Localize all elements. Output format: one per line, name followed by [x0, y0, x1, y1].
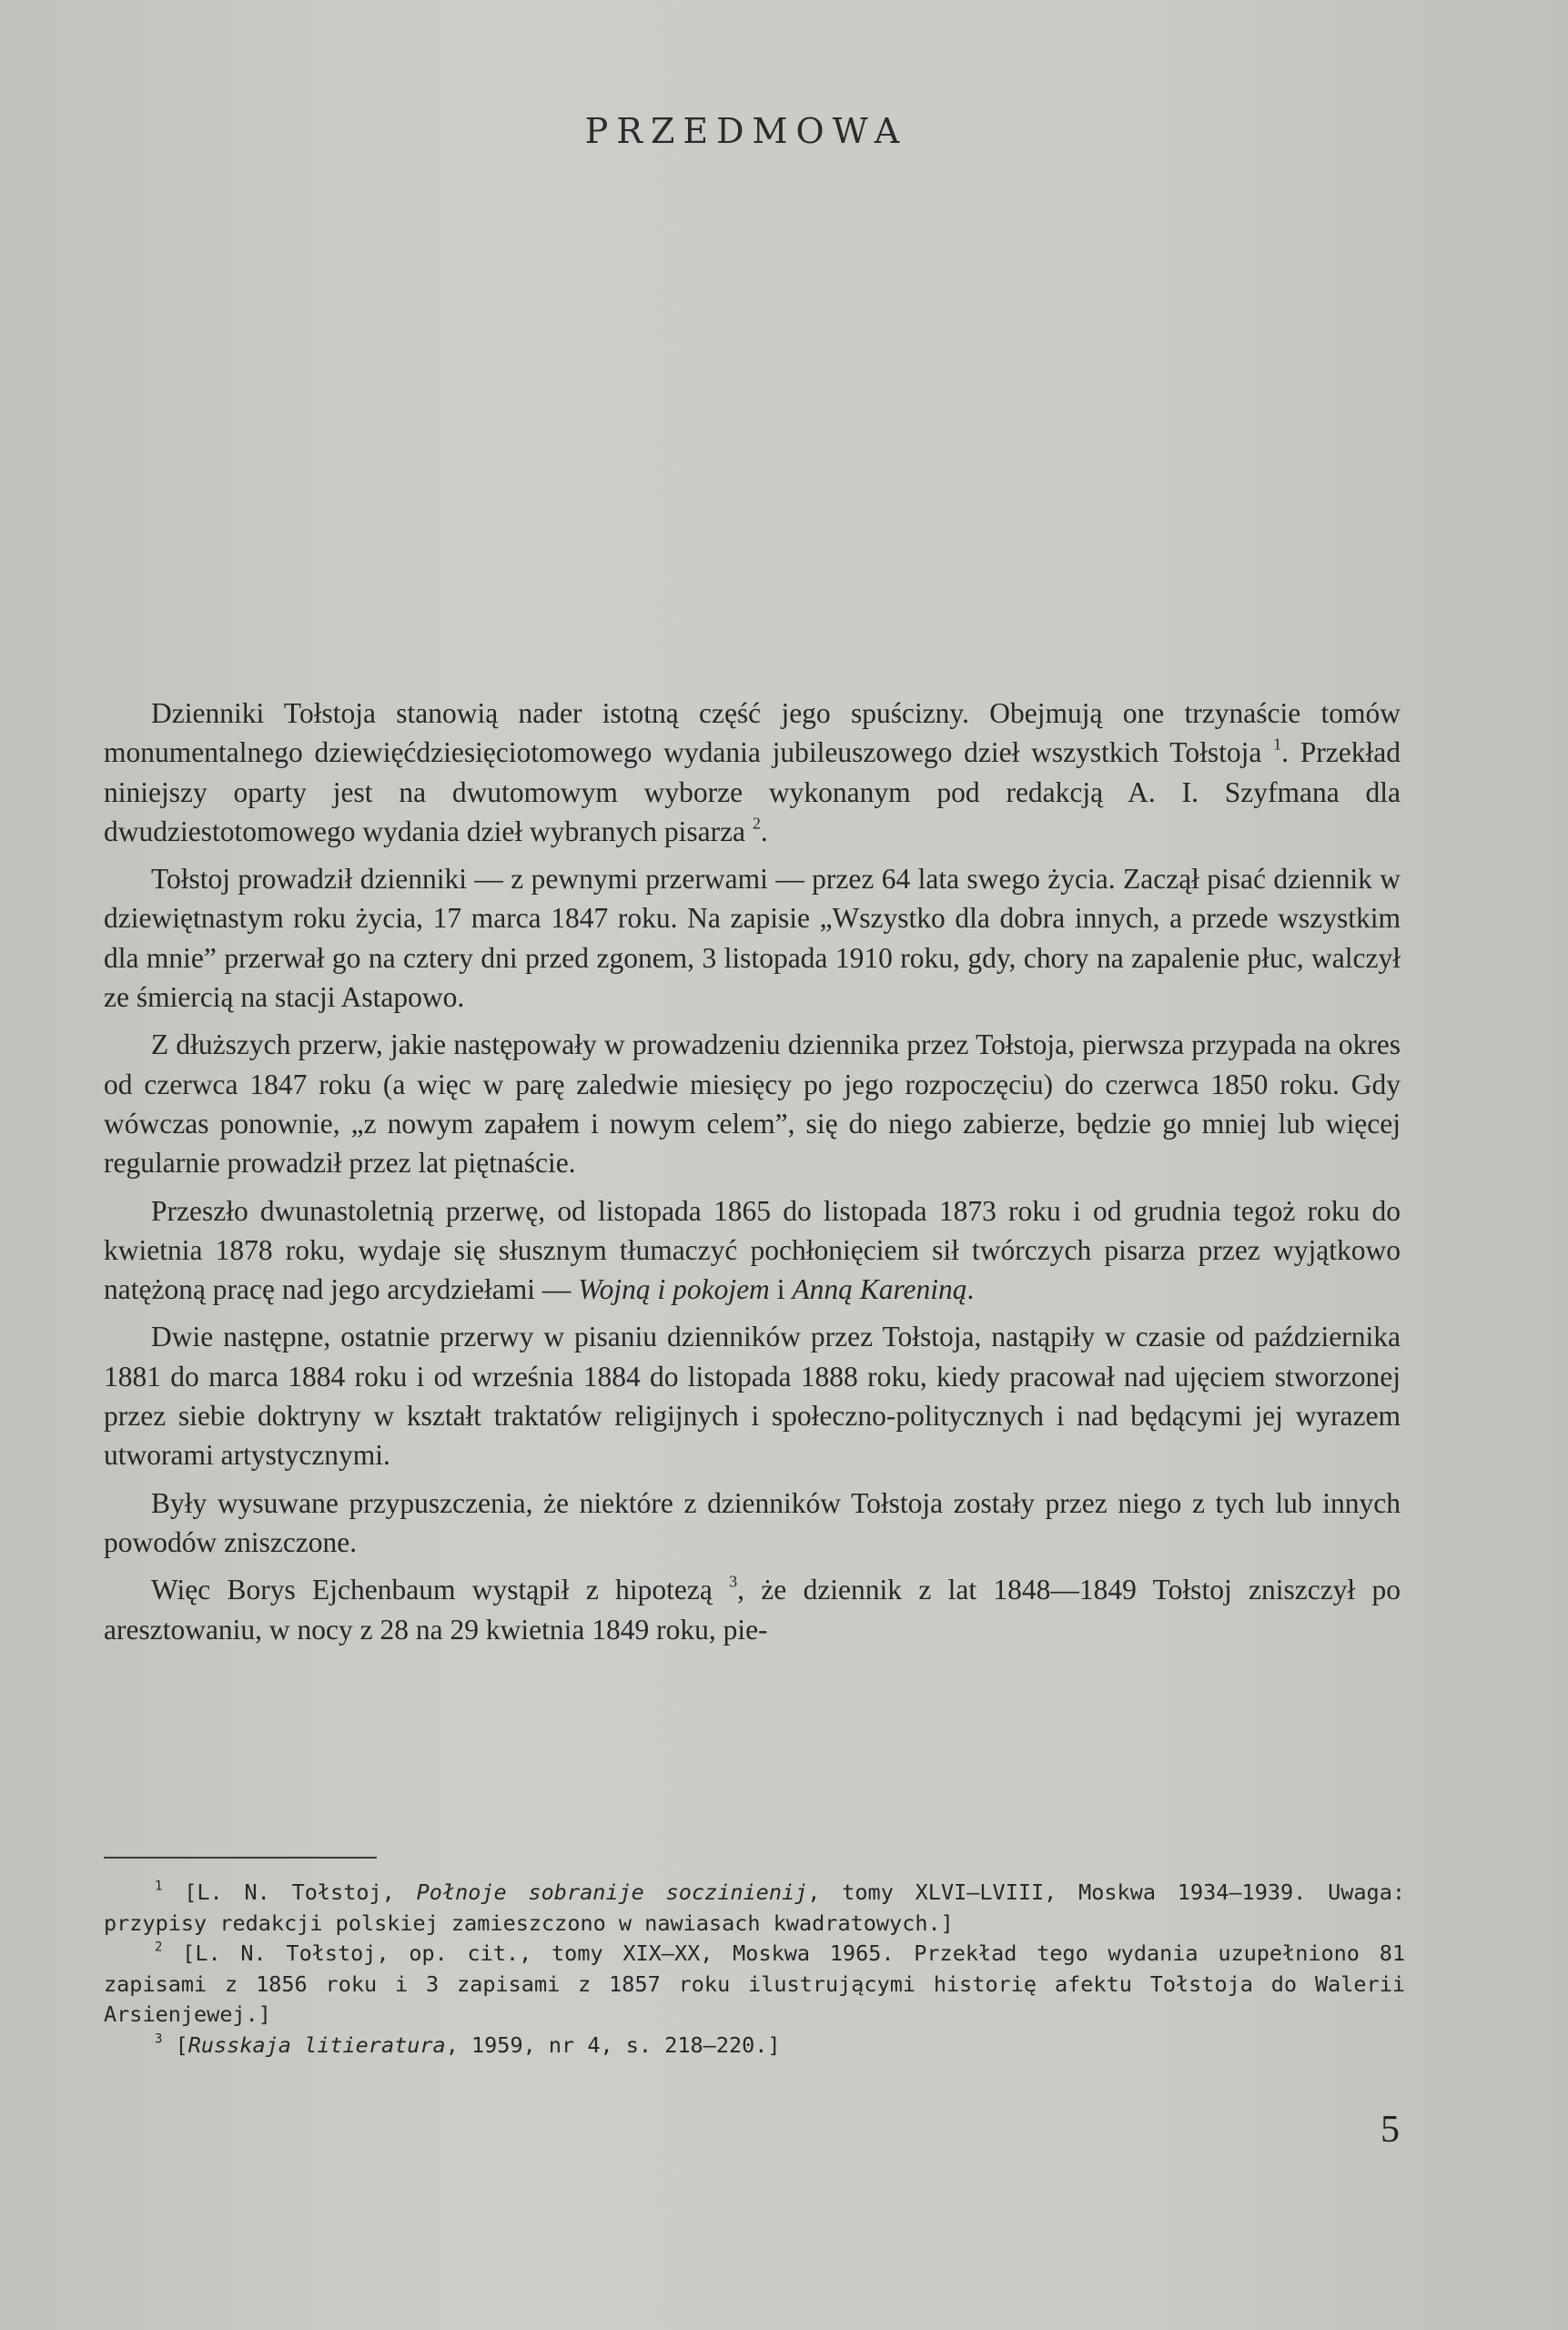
paragraph — [104, 1570, 1401, 1649]
footnote-divider — [104, 1857, 377, 1859]
footnote-marker: 2 — [752, 814, 761, 833]
text-run: , 1959, nr 4, s. 218—220.] — [445, 2031, 781, 2058]
body-text — [104, 694, 1401, 1649]
text-run: [L. N. Tołstoj, — [162, 1879, 417, 1905]
italic-title: Anną Kareniną — [792, 1273, 967, 1306]
paragraph — [104, 1191, 1401, 1310]
footnote-marker: 1 — [1273, 734, 1282, 754]
text-run: Były wysuwane przypuszczenia, że niektóre z dzienników Tołstoja zostały przez niego z tych lub innych powodów zniszczone. — [104, 1486, 1401, 1558]
text-run: [L. N. Tołstoj, op. cit., tomy XIX—XX, Moskwa 1965. Przekład tego wydania uzupełniono 81 zapisami z 1856 roku i 3 zapisami z 1857 roku ilustrującymi historię afektu Tołstoja do Walerii Arsienjewej.] — [104, 1940, 1405, 2028]
paragraph — [104, 1025, 1401, 1182]
paragraph — [104, 1484, 1401, 1563]
text-run: . — [760, 815, 768, 847]
footnote-marker: 3 — [729, 1572, 738, 1591]
text-run: Tołstoj prowadził dzienniki — z pewnymi przerwami — przez 64 lata swego życia. Zaczął pisać dziennik w dziewiętnastym roku życia, 17 marca 1847 roku. Na zapisie „Wszystko dla dobra innych, a przede wszystkim dla mnie” przerwał go na cztery dni przed zgonem, 3 listopada 1910 roku, gdy, chory na zapalenie płuc, walczył ze śmiercią na stacji Astapowo. — [104, 863, 1401, 1014]
footnote-marker: 3 — [155, 2031, 163, 2047]
footnote-marker: 1 — [155, 1879, 163, 1894]
footnote — [104, 2031, 1405, 2062]
footnote — [104, 1878, 1405, 1939]
footnotes — [104, 1878, 1405, 2062]
italic-title: Połnoje sobranije soczinienij — [416, 1879, 808, 1905]
footnote-marker: 2 — [155, 1940, 163, 1955]
text-run: Z dłuższych przerw, jakie następowały w prowadzeniu dziennika przez Tołstoja, pierwsza przypada na okres od czerwca 1847 roku (a więc w parę zaledwie miesięcy po jego rozpoczęciu) do czerwca 1850 roku. Gdy wówczas ponownie, „z nowym zapałem i nowym celem”, się do niego zabierze, będzie go mniej lub więcej regularnie prowadził przez lat piętnaście. — [104, 1028, 1401, 1180]
italic-title: Russkaja litieratura — [187, 2031, 446, 2058]
footnote — [104, 1939, 1405, 2031]
page-title: PRZEDMOWA — [584, 111, 908, 151]
paragraph — [104, 859, 1401, 1017]
paragraph — [104, 1317, 1401, 1474]
text-run: Więc Borys Ejchenbaum wystąpił z hipotezą — [151, 1574, 730, 1606]
text-run: [ — [162, 2031, 188, 2058]
page-number: 5 — [1381, 2109, 1400, 2151]
text-run: , że dziennik z lat 1848—1849 Tołstoj zniszczył po aresztowaniu, w nocy z 28 na 29 kwietnia 1849 roku, pie- — [104, 1574, 1401, 1646]
text-run: , tomy XLVI—LVIII, Moskwa 1934—1939. Uwaga: przypisy redakcji polskiej zamieszczono w nawiasach kwadratowych.] — [104, 1879, 1405, 1936]
paragraph — [104, 694, 1401, 851]
text-run: Przeszło dwunastoletnią przerwę, od listopada 1865 do listopada 1873 roku i od grudnia tegoż roku do kwietnia 1878 roku, wydaje się słusznym tłumaczyć pochłonięciem sił twórczych pisarza przez wyjątkowo natężoną pracę nad jego arcydziełami — — [104, 1194, 1401, 1306]
text-run: Dwie następne, ostatnie przerwy w pisaniu dzienników przez Tołstoja, nastąpiły w czasie od października 1881 do marca 1884 roku i od września 1884 do listopada 1888 roku, kiedy pracował nad ujęciem stworzonej przez siebie doktryny w kształt traktatów religijnych i społeczno-politycznych i nad będącymi jej wyrazem utworami artystycznymi. — [104, 1321, 1401, 1472]
italic-title: Wojną i pokojem — [578, 1273, 770, 1306]
text-run: . Przekład niniejszy oparty jest na dwutomowym wyborze wykonanym pod redakcją A. I. Szyfmana dla dwudziestotomowego wydania dzieł wybranych pisarza — [104, 736, 1401, 847]
text-run: . — [966, 1273, 975, 1306]
text-run: Dzienniki Tołstoja stanowią nader istotną część jego spuścizny. Obejmują one trzynaście tomów monumentalnego dziewięćdziesięciotomowego wydania jubileuszowego dzieł wszystkich Tołstoja — [104, 697, 1401, 769]
text-run: i — [769, 1273, 793, 1306]
